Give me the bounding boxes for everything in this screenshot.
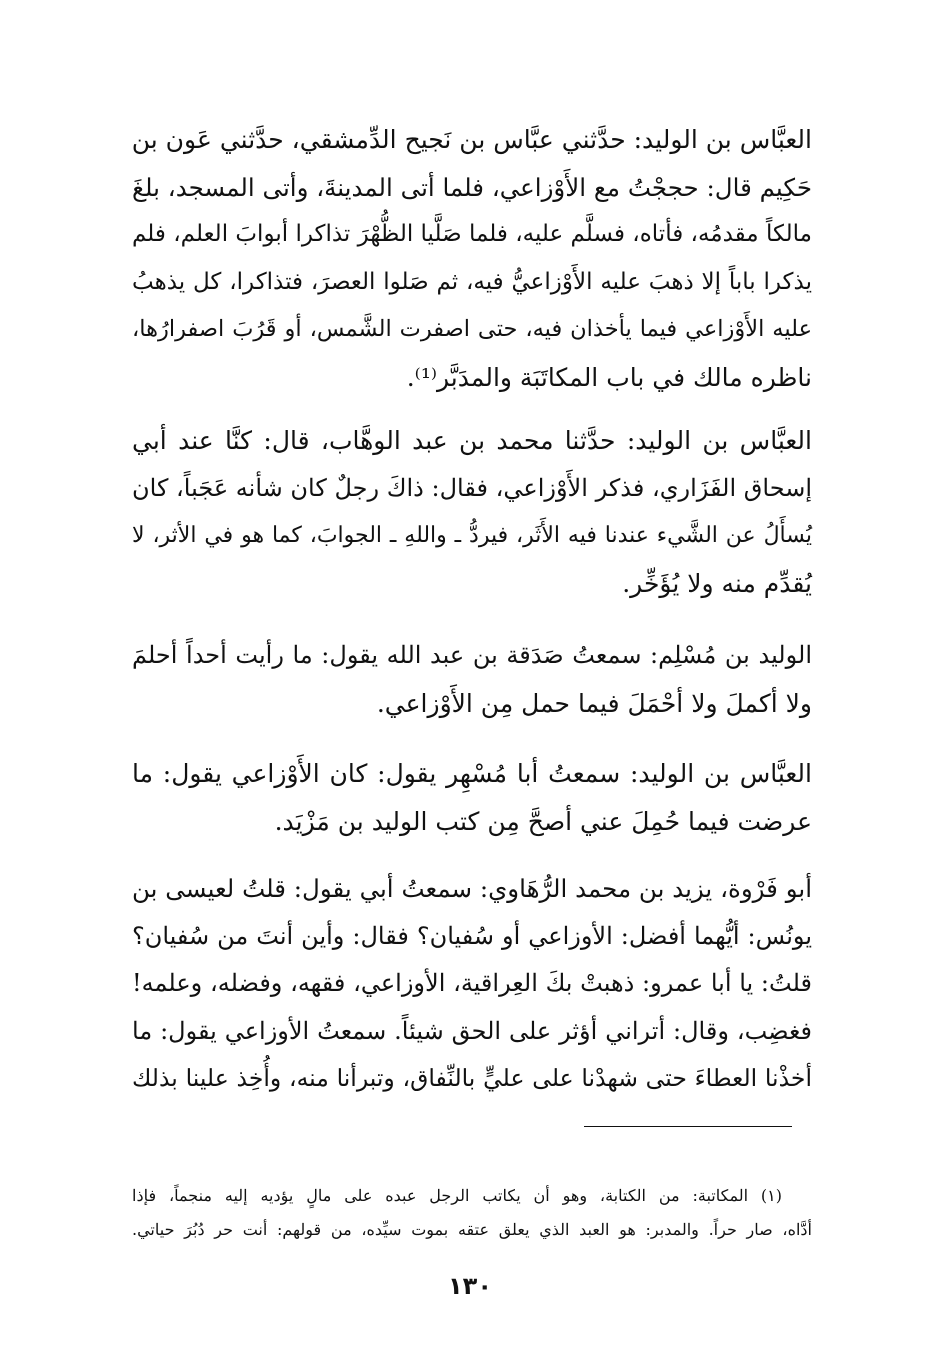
text-line: فغضِب، وقال: أتراني أؤثر على الحق شيئاً. سمعتُ الأوزاعي يقول: ما — [132, 1016, 812, 1045]
text-line: يُسأَلُ عن الشَّيء عندنا فيه الأَثَر، فيردُّ ـ واللهِ ـ الجوابَ، كما هو في الأثر، لا — [132, 523, 812, 548]
footnote-line: أدَّاه، صار حراً. والمدبر: هو العبد الذي يعلق عتقه بموت سيِّده، من قولهم: أنت حر دُبُرَ حياتي. — [132, 1220, 812, 1239]
footnote-line: (١) المكاتبة: من الكتابة، وهو أن يكاتب الرجل عبده على مالٍ يؤديه إليه منجماً، فإذا — [132, 1186, 782, 1205]
footnote-separator — [584, 1126, 792, 1127]
text-line: ولا أكملَ ولا أحْمَلَ فيما حمل مِن الأَوْزاعي. — [376, 688, 812, 718]
text-line: أبو فَرْوة، يزيد بن محمد الرُّهَاوي: سمعتُ أبي يقول: قلتُ لعيسى بن — [132, 874, 812, 903]
text-line: قلتُ: يا أبا عمرو: ذهبتْ بكَ العِراقية، الأوزاعي، فقهه، وفضله، وعلمه! — [132, 969, 812, 997]
text-line: أخذْنا العطاءَ حتى شهدْنا على عليٍّ بالنِّفاق، وتبرأنا منه، وأُخِذ علينا بذلك — [132, 1064, 812, 1092]
page-number: ١٣٠ — [448, 1272, 492, 1300]
text-line: الوليد بن مُسْلِم: سمعتُ صَدَقة بن عبد الله يقول: ما رأيت أحداً أحلمَ — [132, 641, 812, 669]
text-line: إسحاق الفَزَاري، فذكر الأَوْزاعي، فقال: ذاكَ رجلٌ كان شأنه عَجَباً، كان — [132, 473, 812, 502]
paragraph-2 — [132, 417, 812, 607]
text-line: حَكِيم قال: حججْتُ مع الأَوْزاعي، فلما أتى المدينةَ، وأتى المسجد، بلغَ — [132, 172, 812, 202]
paragraph-3 — [132, 632, 812, 727]
text-line: عليه الأَوْزاعي فيما يأخذان فيه، حتى اصفرت الشَّمس، أو قَرُبَ اصفرارُها، — [132, 316, 812, 342]
text-line: العبَّاس بن الوليد: حدَّثنا محمد بن عبد الوهَّاب، قال: كنَّا عند أبي — [132, 426, 812, 455]
text-line: العبَّاس بن الوليد: حدَّثني عبَّاس بن نَجيح الدِّمشقي، حدَّثني عَون بن — [131, 125, 812, 154]
text-line: العبَّاس بن الوليد: سمعتُ أبا مُسْهِر يقول: كان الأَوْزاعي يقول: ما — [132, 759, 812, 788]
text-line: يذكرا باباً إلا ذهبَ عليه الأَوْزاعيُّ فيه، ثم صَلوا العصرَ، فتذاكرا، كل يذهبُ — [132, 268, 812, 295]
text-line: عرضت فيما حُمِلَ عني أصحَّ مِن كتب الوليد بن مَزْيَد. — [274, 806, 812, 836]
paragraph-5 — [132, 865, 812, 1103]
footnotes — [132, 1179, 812, 1247]
text-line: يُقدِّم منه ولا يُؤَخِّر. — [622, 568, 812, 598]
text-line: ناظره مالك في باب المكاتَبَة والمدَبَّر⁽¹⁾. — [406, 362, 812, 392]
paragraph-4 — [132, 750, 812, 845]
text-line: مالكاً مقدمُه، فأتاه، فسلَّم عليه، فلما صَلَّيا الظُّهْرَ تذاكرا أبوابَ العلم، فلم — [132, 221, 812, 247]
paragraph-1 — [132, 116, 812, 401]
text-line: يونُس: أيُّهما أفضل: الأوزاعي أو سُفيان؟ فقال: وأين أنتَ من سُفيان؟ — [132, 921, 813, 950]
